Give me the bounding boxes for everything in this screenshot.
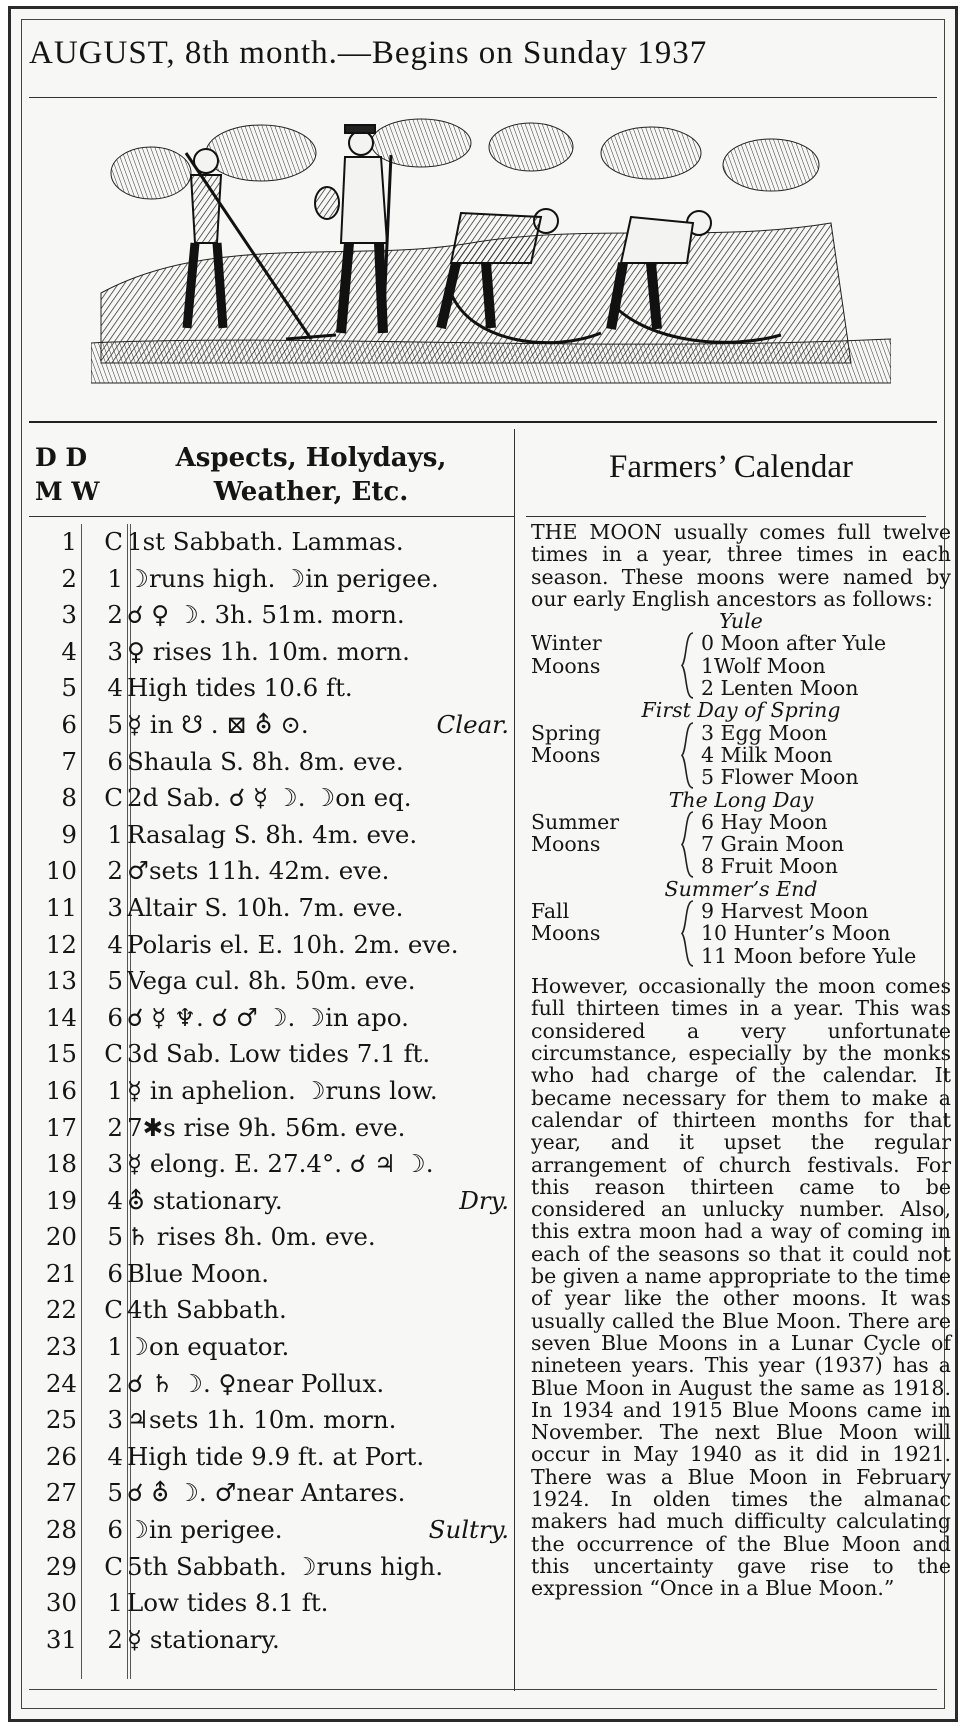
moon-name: 9 Harvest Moon — [701, 899, 869, 924]
aspects-entry: ♃sets 1h. 10m. morn. — [127, 1405, 397, 1435]
calendar-row — [35, 524, 515, 561]
day-of-week: C — [104, 1551, 123, 1581]
season-group-label — [531, 722, 651, 767]
day-of-month: 21 — [45, 1258, 77, 1288]
day-of-month: 9 — [61, 819, 77, 849]
day-of-week: 1 — [107, 1588, 123, 1618]
day-of-month: 25 — [45, 1405, 77, 1435]
aspects-entry: ☽runs high. ☽in perigee. — [127, 563, 439, 593]
aspects-entry: ☿ elong. E. 27.4°. ☌ ♃ ☽. — [127, 1149, 434, 1179]
aspects-entry: ☿ stationary. — [127, 1624, 280, 1654]
aspects-entry: 2d Sab. ☌ ☿ ☽. ☽on eq. — [127, 783, 412, 813]
aspects-entry: Low tides 8.1 ft. — [127, 1588, 329, 1618]
brace-icon — [679, 900, 697, 967]
day-of-week: 4 — [107, 1441, 123, 1471]
day-of-month: 4 — [61, 636, 77, 666]
farmers-body: However, occasionally the moon comes full thirteen times in a year. This was considered a very unfortunate circumstance, especially by the monks who had charge of the calendar. It became necessary for them to make a calendar of thirteen months for that year, and it upset the regular arrangement of church festivals. For this reason thirteen came to be considered an unlucky number. Also, this extra moon had a way of coming in each of the seasons so that it could not be given a name appropriate to the time of year like the other moons. It was usually called the Blue Moon. There are seven Blue Moons in a Lunar Cycle of nineteen years. This year (1937) has a Blue Moon in August the same as 1918. In 1934 and 1915 Blue Moons came in November. The next Blue Moon will occur in May 1940 as it did in 1921. There was a Blue Moon in February 1924. In olden times the almanac makers had much difficulty calculating the occurrence of the Blue Moon and this uncertainty gave rise to the expression “Once in a Blue Moon.” — [531, 974, 951, 1601]
calendar-row — [35, 963, 515, 1000]
day-of-week: 3 — [107, 1149, 123, 1179]
moon-name: 8 Fruit Moon — [701, 854, 838, 879]
day-of-month: 13 — [45, 966, 77, 996]
day-of-month: 5 — [61, 673, 77, 703]
calendar-row — [35, 1073, 515, 1110]
weather-note: Clear. — [436, 709, 509, 739]
farmers-calendar-text — [531, 521, 951, 1600]
calendar-row — [35, 1219, 515, 1256]
aspects-entry: ♀ rises 1h. 10m. morn. — [127, 636, 410, 666]
day-of-week: 6 — [107, 1258, 123, 1288]
day-of-month: 16 — [45, 1075, 77, 1105]
aspects-entry: High tides 10.6 ft. — [127, 673, 353, 703]
aspects-entry: 3d Sab. Low tides 7.1 ft. — [127, 1039, 431, 1069]
moon-name: 10 Hunter’s Moon — [701, 921, 891, 946]
aspects-header-line1: Aspects, Holydays, — [175, 443, 447, 473]
aspects-entry: Shaula S. 8h. 8m. eve. — [127, 746, 404, 776]
calendar-row — [35, 561, 515, 598]
calendar-row — [35, 1292, 515, 1329]
day-of-week: 5 — [107, 966, 123, 996]
day-of-week: C — [104, 783, 123, 813]
day-of-week: 1 — [107, 1332, 123, 1362]
calendar-row — [35, 1585, 515, 1622]
dd-header — [35, 441, 99, 509]
season-group-label — [531, 632, 651, 677]
calendar-row — [35, 634, 515, 671]
bottom-rule — [29, 1689, 937, 1690]
day-of-month: 7 — [61, 746, 77, 776]
season-group-label — [531, 900, 651, 945]
moon-name: 5 Flower Moon — [701, 765, 859, 790]
calendar-row — [35, 707, 515, 744]
day-of-week: 6 — [107, 746, 123, 776]
day-of-month: 23 — [45, 1332, 77, 1362]
day-of-week: 3 — [107, 1405, 123, 1435]
season-group-label — [531, 811, 651, 856]
calendar-row — [35, 744, 515, 781]
aspects-entry: Vega cul. 8h. 50m. eve. — [127, 966, 416, 996]
moon-name: 3 Egg Moon — [701, 720, 828, 745]
aspects-entry: Blue Moon. — [127, 1258, 270, 1288]
moon-name: 7 Grain Moon — [701, 832, 845, 857]
day-of-week: 2 — [107, 600, 123, 630]
day-of-month: 22 — [45, 1295, 77, 1325]
aspects-entry: ☽on equator. — [127, 1332, 290, 1362]
day-of-month: 29 — [45, 1551, 77, 1581]
day-of-month: 24 — [45, 1368, 77, 1398]
aspects-entry: ☿ in ☋ . ⊠ ⛢ ⊙. — [127, 709, 309, 739]
calendar-row — [35, 597, 515, 634]
weather-note: Sultry. — [428, 1515, 509, 1545]
brace-icon — [679, 811, 697, 878]
aspects-entry: 7✱s rise 9h. 56m. eve. — [127, 1112, 406, 1142]
aspects-entry: ☿ in aphelion. ☽runs low. — [127, 1075, 438, 1105]
day-of-week: 5 — [107, 1478, 123, 1508]
day-of-month: 28 — [45, 1515, 77, 1545]
illustration-rule — [29, 421, 937, 423]
day-of-week: 1 — [107, 819, 123, 849]
calendar-row — [35, 1110, 515, 1147]
aspects-entry: ♄ rises 8h. 0m. eve. — [127, 1222, 376, 1252]
day-of-week: 1 — [107, 563, 123, 593]
day-of-week: 5 — [107, 709, 123, 739]
day-of-week: 4 — [107, 673, 123, 703]
day-of-month: 19 — [45, 1185, 77, 1215]
aspects-entry: ⛢ stationary. — [127, 1185, 283, 1215]
aspects-entry: 4th Sabbath. — [127, 1295, 287, 1325]
day-of-month: 6 — [61, 709, 77, 739]
calendar-row — [35, 1366, 515, 1403]
day-of-week: 1 — [107, 1075, 123, 1105]
moon-name: 6 Hay Moon — [701, 809, 828, 834]
calendar-row — [35, 1402, 515, 1439]
calendar-row — [35, 1256, 515, 1293]
day-of-month: 3 — [61, 600, 77, 630]
day-of-month: 26 — [45, 1441, 77, 1471]
calendar-row — [35, 1000, 515, 1037]
dd-header-bottom: M W — [35, 477, 100, 506]
title-rule — [29, 97, 937, 98]
weather-note: Dry. — [459, 1185, 509, 1215]
moon-names-list — [531, 610, 951, 975]
day-of-month: 27 — [45, 1478, 77, 1508]
season-group-label-line1: Summer — [531, 809, 620, 834]
moon-name: 2 Lenten Moon — [701, 676, 859, 701]
calendar-row — [35, 1622, 515, 1659]
day-of-week: 2 — [107, 856, 123, 886]
season-group-label-line1: Winter — [531, 631, 602, 656]
calendar-row — [35, 670, 515, 707]
aspects-entry: Altair S. 10h. 7m. eve. — [127, 892, 404, 922]
day-of-week: 2 — [107, 1112, 123, 1142]
day-of-week: 6 — [107, 1002, 123, 1032]
day-of-month: 8 — [61, 783, 77, 813]
moon-name: 11 Moon before Yule — [701, 943, 917, 968]
calendar-row — [35, 1183, 515, 1220]
calendar-row — [35, 1549, 515, 1586]
season-group-label-line2: Moons — [531, 921, 601, 946]
brace-icon — [679, 722, 697, 789]
day-of-month: 20 — [45, 1222, 77, 1252]
dd-header-top: D D — [35, 443, 88, 472]
season-group-label-line2: Moons — [531, 832, 601, 857]
calendar-row — [35, 1475, 515, 1512]
season-group-label-line2: Moons — [531, 742, 601, 767]
calendar-row — [35, 1146, 515, 1183]
moon-name: 1Wolf Moon — [701, 653, 826, 678]
season-heading: Summer’s End — [664, 876, 818, 901]
calendar-row — [35, 817, 515, 854]
calendar-table — [35, 524, 515, 1658]
header-rule-right — [526, 516, 926, 517]
day-of-month: 30 — [45, 1588, 77, 1618]
calendar-row — [35, 780, 515, 817]
aspects-header — [131, 441, 491, 509]
day-of-month: 10 — [45, 856, 77, 886]
day-of-month: 1 — [61, 527, 77, 556]
calendar-row — [35, 890, 515, 927]
almanac-page — [8, 6, 958, 1722]
day-of-month: 14 — [45, 1002, 77, 1032]
farmers-intro: THE MOON usually comes full twelve times in a year, three times in each season. These moons were named by our early English ancestors as follows: — [531, 520, 951, 611]
aspects-entry: 1st Sabbath. Lammas. — [127, 527, 404, 556]
calendar-row — [35, 1036, 515, 1073]
moon-name: 0 Moon after Yule — [701, 631, 887, 656]
aspects-entry: ♂sets 11h. 42m. eve. — [127, 856, 390, 886]
day-of-week: 4 — [107, 1185, 123, 1215]
day-of-week: C — [104, 1295, 123, 1325]
calendar-row — [35, 1512, 515, 1549]
season-heading: First Day of Spring — [641, 698, 841, 723]
day-of-week: 4 — [107, 929, 123, 959]
day-of-month: 31 — [45, 1624, 77, 1654]
haymakers-woodcut-illustration — [91, 113, 891, 419]
farmers-calendar-header: Farmers’ Calendar — [608, 449, 854, 485]
day-of-month: 12 — [45, 929, 77, 959]
calendar-row — [35, 853, 515, 890]
aspects-entry: High tide 9.9 ft. at Port. — [127, 1441, 425, 1471]
day-of-week: 3 — [107, 636, 123, 666]
day-of-week: C — [104, 1039, 123, 1069]
brace-icon — [679, 632, 697, 699]
day-of-week: 3 — [107, 892, 123, 922]
day-of-week: 6 — [107, 1515, 123, 1545]
aspects-entry: ☌ ♀ ☽. 3h. 51m. morn. — [127, 600, 405, 630]
aspects-entry: 5th Sabbath. ☽runs high. — [127, 1551, 444, 1581]
calendar-row — [35, 927, 515, 964]
aspects-entry: ☌ ♄ ☽. ♀near Pollux. — [127, 1368, 385, 1398]
day-of-month: 18 — [45, 1149, 77, 1179]
day-of-week: 5 — [107, 1222, 123, 1252]
moon-name: 4 Milk Moon — [701, 742, 833, 767]
day-of-week: C — [104, 527, 123, 556]
header-rule-left — [29, 516, 514, 517]
day-of-week: 2 — [107, 1368, 123, 1398]
aspects-entry: ☌ ⛢ ☽. ♂near Antares. — [127, 1478, 406, 1508]
season-heading: The Long Day — [668, 787, 814, 812]
day-of-month: 11 — [45, 892, 77, 922]
season-group-label-line2: Moons — [531, 653, 601, 678]
season-group-label-line1: Fall — [531, 899, 570, 924]
day-of-week: 2 — [107, 1624, 123, 1654]
day-of-month: 2 — [61, 563, 77, 593]
aspects-entry: Polaris el. E. 10h. 2m. eve. — [127, 929, 459, 959]
aspects-entry: Rasalag S. 8h. 4m. eve. — [127, 819, 418, 849]
calendar-row — [35, 1439, 515, 1476]
aspects-header-line2: Weather, Etc. — [213, 477, 409, 507]
season-group-label-line1: Spring — [531, 720, 601, 745]
calendar-row — [35, 1329, 515, 1366]
aspects-entry: ☽in perigee. — [127, 1515, 283, 1545]
day-of-month: 15 — [45, 1039, 77, 1069]
season-heading: Yule — [719, 609, 763, 634]
day-of-month: 17 — [45, 1112, 77, 1142]
page-title: AUGUST, 8th month.—Begins on Sunday 1937 — [29, 35, 708, 71]
aspects-entry: ☌ ☿ ♆. ☌ ♂ ☽. ☽in apo. — [127, 1002, 409, 1032]
